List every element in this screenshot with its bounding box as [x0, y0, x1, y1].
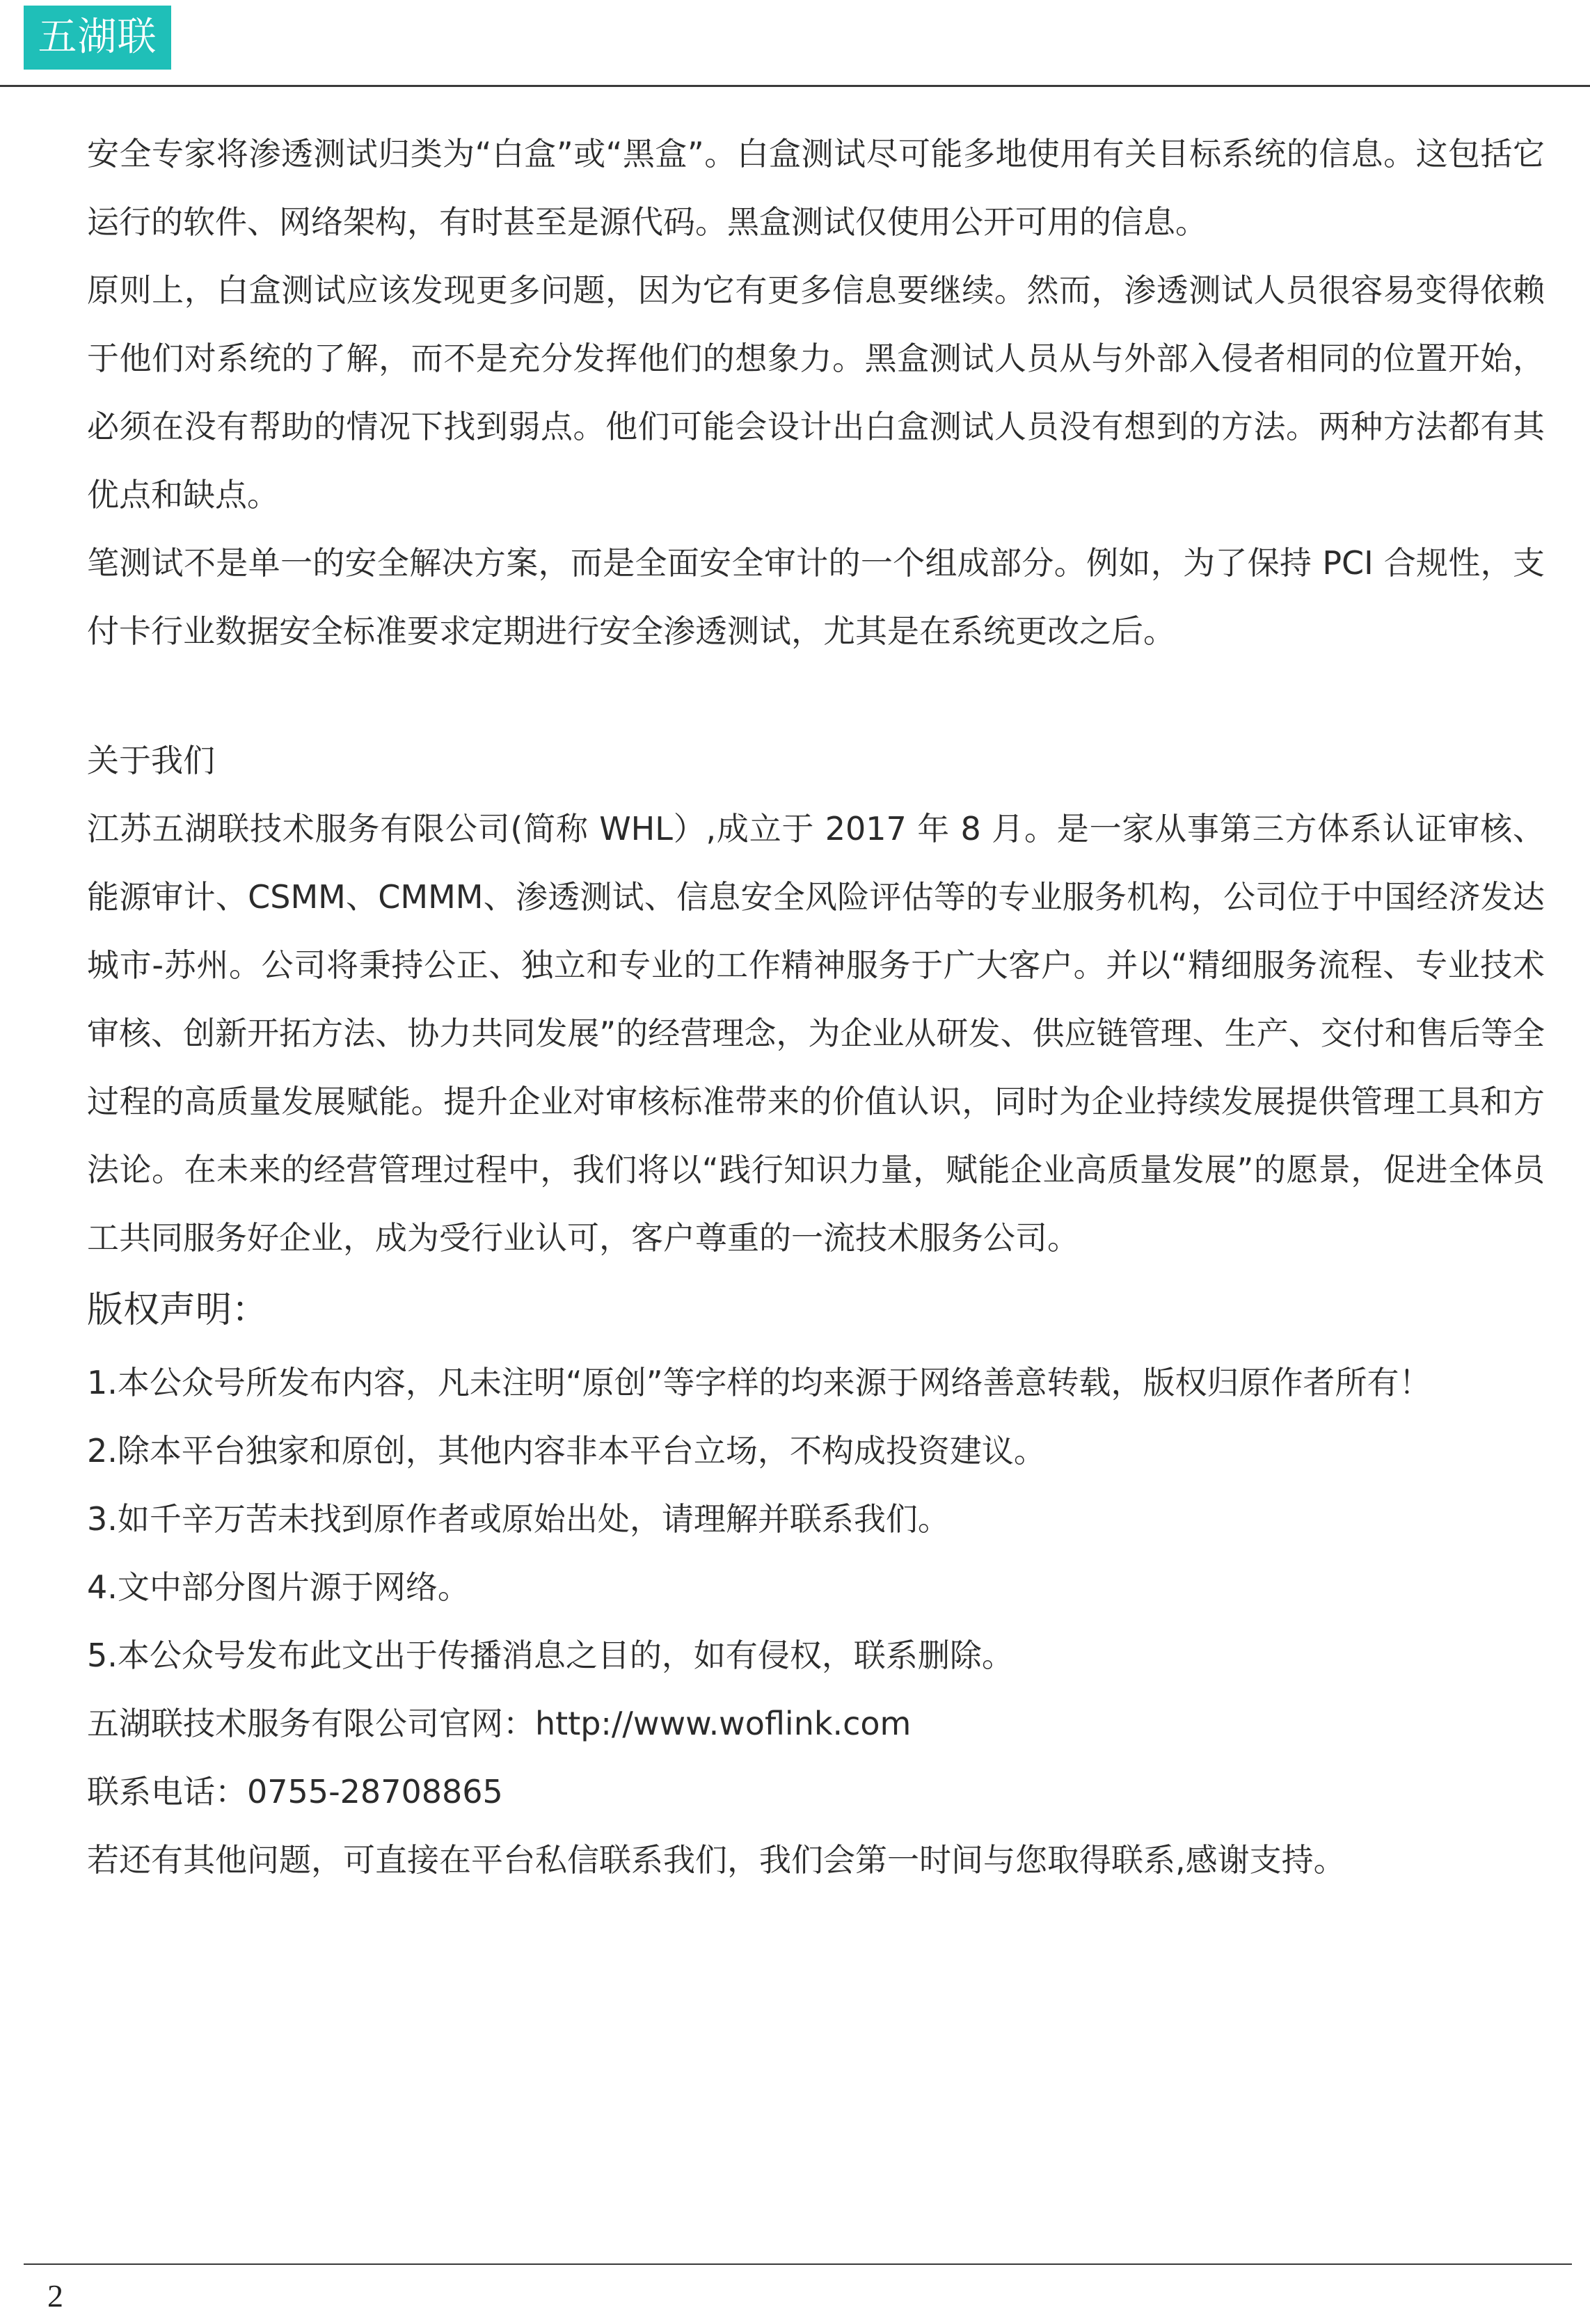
about-heading: 关于我们: [87, 742, 215, 779]
paragraph-principle: 原则上，白盒测试应该发现更多问题，因为它有更多信息要继续。然而，渗透测试人员很容易变得依赖于他们对系统的了解，而不是充分发挥他们的想象力。黑盒测试人员从与外部入侵者相同的位置开始，必须在没有帮助的情况下找到弱点。他们可能会设计出白盒测试人员没有想到的方法。两种方法都有其优点和缺点。: [87, 271, 1545, 514]
company-logo: 五湖联: [24, 6, 171, 70]
copyright-item-5: 5.本公众号发布此文出于传播消息之目的，如有侵权，联系删除。: [87, 1637, 1014, 1674]
closing-note: 若还有其他问题，可直接在平台私信联系我们，我们会第一时间与您取得联系,感谢支持。: [87, 1841, 1346, 1879]
copyright-item-3: 3.如千辛万苦未找到原作者或原始出处，请理解并联系我们。: [87, 1500, 950, 1538]
paragraph-pci: 笔测试不是单一的安全解决方案，而是全面安全审计的一个组成部分。例如，为了保持 PCI 合规性，支付卡行业数据安全标准要求定期进行安全渗透测试，尤其是在系统更改之后。: [87, 544, 1545, 650]
contact-phone: 联系电话：0755-28708865: [87, 1773, 503, 1810]
about-text: 江苏五湖联技术服务有限公司(简称 WHL）,成立于 2017 年 8 月。是一家从事第三方体系认证审核、能源审计、CSMM、CMMM、渗透测试、信息安全风险评估等的专业服务机构，公司位于中国经济发达城市-苏州。公司将秉持公正、独立和专业的工作精神服务于广大客户。并以“精细服务流程、专业技术审核、创新开拓方法、协力共同发展”的经营理念，为企业从研发、供应链管理、生产、交付和售后等全过程的高质量发展赋能。提升企业对审核标准带来的价值认识，同时为企业持续发展提供管理工具和方法论。在未来的经营管理过程中，我们将以“践行知识力量，赋能企业高质量发展”的愿景，促进全体员工共同服务好企业，成为受行业认可，客户尊重的一流技术服务公司。: [87, 810, 1545, 1257]
document-body: [87, 120, 1545, 1894]
copyright-item-2: 2.除本平台独家和原创，其他内容非本平台立场，不构成投资建议。: [87, 1432, 1046, 1470]
section-spacer: [87, 665, 1545, 726]
header-divider: [0, 85, 1590, 87]
copyright-item-1: 1.本公众号所发布内容，凡未注明“原创”等字样的均来源于网络善意转载，版权归原作者所有！: [87, 1364, 1431, 1401]
copyright-heading: 版权声明：: [87, 1289, 269, 1331]
footer-divider: [24, 2263, 1572, 2265]
page-number: 2: [47, 2278, 63, 2314]
copyright-item-4: 4.文中部分图片源于网络。: [87, 1568, 470, 1606]
paragraph-white-black-box: 安全专家将渗透测试归类为“白盒”或“黑盒”。白盒测试尽可能多地使用有关目标系统的信息。这包括它运行的软件、网络架构，有时甚至是源代码。黑盒测试仅使用公开可用的信息。: [87, 135, 1545, 241]
company-website: 五湖联技术服务有限公司官网：http://www.woflink.com: [87, 1705, 912, 1742]
